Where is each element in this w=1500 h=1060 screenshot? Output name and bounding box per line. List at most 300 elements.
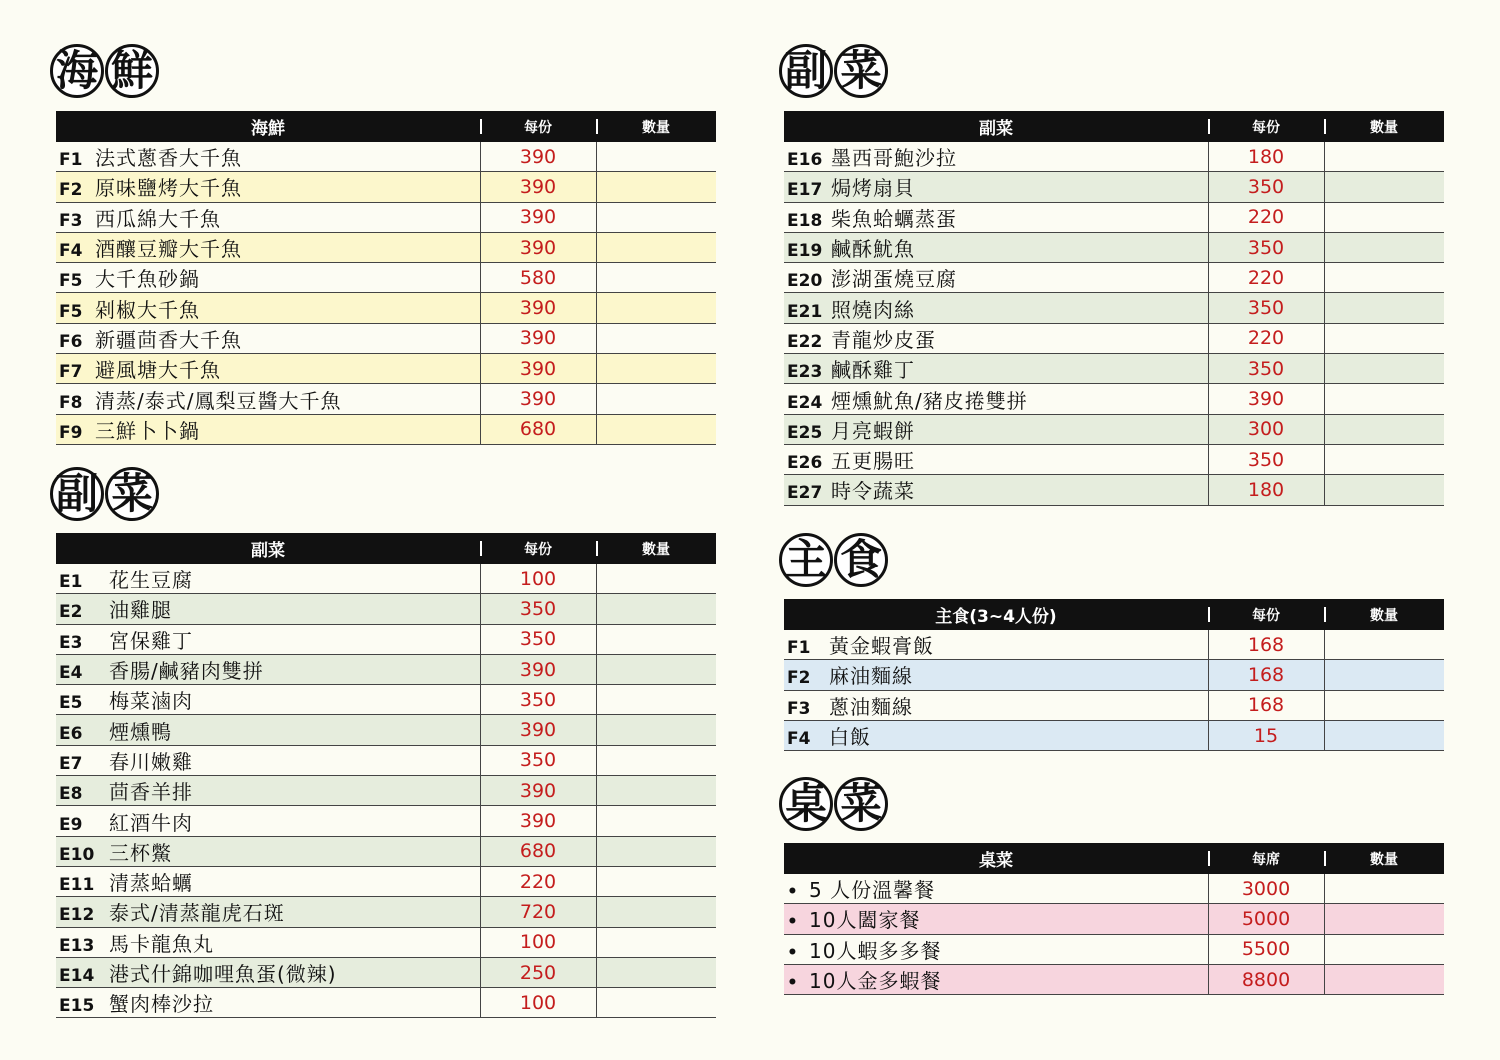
item-name: 香腸/鹹豬肉雙拼 [109,659,264,684]
item-price: 180 [1208,142,1324,172]
item-price: 5500 [1208,934,1324,964]
item-price: 680 [480,414,596,444]
item-price: 100 [480,988,596,1018]
header-price: 每席 [1208,843,1324,874]
item-name: 焗烤扇貝 [831,176,915,201]
item-cell [784,323,1208,353]
item-name: 馬卡龍魚丸 [109,931,214,956]
item-name: 港式什錦咖哩魚蛋(微辣) [109,962,337,986]
menu-row [784,323,1444,353]
badge-table-set [779,777,889,837]
item-price: 390 [480,293,596,323]
header-qty: 數量 [1324,843,1444,874]
item-price: 390 [480,354,596,384]
item-cell [56,142,480,172]
header-name: 副菜 [784,111,1208,142]
badge-staple [779,533,889,593]
quantity-cell[interactable] [596,988,716,1018]
item-cell [56,594,480,624]
item-cell [784,934,1208,964]
item-code: F5 [59,301,83,322]
item-cell [56,293,480,323]
quantity-cell[interactable] [596,142,716,172]
item-code: F4 [787,729,811,750]
item-name: 三杯鱉 [109,840,172,865]
item-code: E15 [59,996,95,1017]
item-price: 390 [480,806,596,836]
item-name: 黃金蝦膏飯 [829,634,934,659]
item-code: E1 [59,572,83,593]
menu-row [784,630,1444,660]
badge-char: 海 [50,44,104,98]
quantity-cell[interactable] [596,745,716,775]
item-cell [784,874,1208,904]
item-name: 五更腸旺 [831,449,915,474]
item-price: 220 [480,866,596,896]
item-code: E20 [787,271,823,292]
item-price: 350 [1208,172,1324,202]
quantity-cell[interactable] [596,293,716,323]
item-price: 390 [480,232,596,262]
menu-row [56,836,716,866]
menu-row [56,776,716,806]
side-table-left [56,533,716,1018]
item-code: E27 [787,483,823,504]
item-price: 350 [480,594,596,624]
item-price: 220 [1208,263,1324,293]
quantity-cell[interactable] [596,232,716,262]
staple-table [784,599,1444,751]
item-name: 三鮮卜卜鍋 [95,418,200,443]
header-price: 每份 [1208,111,1324,142]
item-name: 蔥油麵線 [829,694,913,719]
menu-row [56,202,716,232]
item-cell [784,232,1208,262]
item-price: 180 [1208,475,1324,505]
header-qty: 數量 [596,533,716,564]
item-price: 720 [480,897,596,927]
item-code: F3 [59,210,83,231]
menu-row [56,897,716,927]
item-price: 100 [480,564,596,594]
quantity-cell[interactable] [1324,354,1444,384]
item-cell [784,904,1208,934]
quantity-cell[interactable] [1324,202,1444,232]
item-code: E19 [787,241,823,262]
menu-row [56,957,716,987]
quantity-cell[interactable] [596,715,716,745]
badge-char: 副 [779,44,833,98]
item-name: 酒釀豆瓣大千魚 [95,237,242,262]
item-price: 168 [1208,660,1324,690]
quantity-cell[interactable] [1324,660,1444,690]
item-code: E14 [59,966,95,986]
quantity-cell[interactable] [1324,904,1444,934]
item-code: E17 [787,180,823,201]
item-name: 青龍炒皮蛋 [831,327,936,352]
quantity-cell[interactable] [596,323,716,353]
menu-row [784,172,1444,202]
badge-char: 食 [834,533,888,587]
item-price: 580 [480,263,596,293]
item-code: F2 [59,180,83,201]
item-cell [784,414,1208,444]
menu-row [56,172,716,202]
item-cell [784,475,1208,505]
item-price: 8800 [1208,964,1324,994]
item-name: 10人金多蝦餐 [809,969,942,994]
item-cell [56,897,480,927]
item-code: E23 [787,362,823,383]
quantity-cell[interactable] [1324,964,1444,994]
menu-row [784,874,1444,904]
item-cell [784,354,1208,384]
item-cell [784,293,1208,323]
menu-row [784,384,1444,414]
menu-row [784,475,1444,505]
item-code: E18 [787,210,823,231]
quantity-cell[interactable] [1324,323,1444,353]
item-name: 清蒸蛤蠣 [109,871,193,896]
quantity-cell[interactable] [1324,172,1444,202]
menu-row [56,142,716,172]
menu-row [784,934,1444,964]
item-cell [56,323,480,353]
quantity-cell[interactable] [596,806,716,836]
header-qty: 數量 [1324,599,1444,630]
badge-char: 鮮 [105,44,159,98]
menu-row [56,323,716,353]
item-price: 350 [480,685,596,715]
menu-row [56,745,716,775]
item-code: E8 [59,784,83,805]
menu-row [784,293,1444,323]
item-code: E13 [59,935,95,956]
item-cell [56,624,480,654]
item-code: • [787,973,798,994]
header-qty: 數量 [596,111,716,142]
item-price: 390 [1208,384,1324,414]
item-name: 清蒸/泰式/鳳梨豆醬大千魚 [95,388,342,413]
menu-row [784,690,1444,720]
item-code: F3 [787,698,811,719]
item-price: 390 [480,142,596,172]
quantity-cell[interactable] [596,957,716,987]
item-cell [784,444,1208,474]
item-code: F8 [59,392,83,413]
item-name: 白飯 [829,725,871,750]
item-price: 350 [1208,293,1324,323]
item-price: 5000 [1208,904,1324,934]
item-price: 168 [1208,630,1324,660]
item-code: E3 [59,632,83,653]
item-cell [56,836,480,866]
item-name: 西瓜綿大千魚 [95,206,221,231]
menu-row [784,964,1444,994]
menu-row [56,806,716,836]
header-price: 每份 [1208,599,1324,630]
menu-row [784,660,1444,690]
header-name: 桌菜 [784,843,1208,874]
item-cell [56,806,480,836]
quantity-cell[interactable] [596,897,716,927]
badge-side-right [779,44,889,104]
item-code: F4 [59,241,83,262]
item-cell [56,715,480,745]
quantity-cell[interactable] [596,414,716,444]
item-code: E16 [787,150,823,171]
item-code: E26 [787,453,823,474]
menu-row [56,232,716,262]
menu-row [56,354,716,384]
item-name: 10人闔家餐 [809,908,921,933]
quantity-cell[interactable] [1324,263,1444,293]
item-cell [56,384,480,414]
item-cell [56,927,480,957]
item-price: 390 [480,776,596,806]
item-name: 月亮蝦餅 [831,418,915,443]
menu-row [784,414,1444,444]
quantity-cell[interactable] [596,354,716,384]
item-price: 350 [1208,444,1324,474]
quantity-cell[interactable] [596,685,716,715]
item-name: 避風塘大千魚 [95,358,221,383]
item-code: F1 [59,150,83,171]
menu-row [784,720,1444,750]
item-name: 時令蔬菜 [831,479,915,504]
item-cell [784,690,1208,720]
menu-row [56,564,716,594]
quantity-cell[interactable] [1324,720,1444,750]
header-name: 副菜 [56,533,480,564]
item-cell [784,660,1208,690]
item-name: 澎湖蛋燒豆腐 [831,267,957,292]
item-name: 原味鹽烤大千魚 [95,176,242,201]
badge-char: 副 [50,467,104,521]
quantity-cell[interactable] [1324,934,1444,964]
item-code: E4 [59,663,83,684]
item-cell [56,988,480,1018]
item-name: 宮保雞丁 [109,628,193,653]
item-name: 泰式/清蒸龍虎石斑 [109,901,285,926]
item-price: 100 [480,927,596,957]
quantity-cell[interactable] [596,624,716,654]
menu-row [56,624,716,654]
item-cell [56,564,480,594]
item-code: E11 [59,875,95,896]
menu-row [784,444,1444,474]
item-code: F1 [787,638,811,659]
item-name: 油雞腿 [109,598,172,623]
item-price: 220 [1208,202,1324,232]
item-cell [56,354,480,384]
item-name: 煙燻魷魚/豬皮捲雙拼 [831,388,1028,413]
quantity-cell[interactable] [1324,690,1444,720]
item-code: E12 [59,905,95,926]
item-name: 5 人份溫馨餐 [809,878,936,903]
item-cell [784,263,1208,293]
seafood-table [56,111,716,445]
item-code: F6 [59,331,83,352]
item-cell [56,776,480,806]
item-cell [56,232,480,262]
item-price: 300 [1208,414,1324,444]
item-name: 梅菜滷肉 [109,689,193,714]
item-cell [56,685,480,715]
quantity-cell[interactable] [596,776,716,806]
badge-char: 菜 [834,44,888,98]
item-cell [56,263,480,293]
item-price: 350 [480,624,596,654]
quantity-cell[interactable] [596,172,716,202]
menu-row [784,354,1444,384]
menu-row [56,866,716,896]
item-code: E6 [59,723,83,744]
item-price: 390 [480,202,596,232]
item-code: E22 [787,331,823,352]
menu-row [56,654,716,684]
quantity-cell[interactable] [1324,444,1444,474]
menu-row [784,904,1444,934]
item-code: E2 [59,602,83,623]
item-price: 350 [480,745,596,775]
menu-row [56,594,716,624]
item-name: 柴魚蛤蠣蒸蛋 [831,206,957,231]
item-code: F9 [59,422,83,443]
item-price: 15 [1208,720,1324,750]
item-cell [784,720,1208,750]
item-code: E10 [59,844,95,865]
item-cell [56,202,480,232]
quantity-cell[interactable] [1324,630,1444,660]
item-cell [784,384,1208,414]
item-code: F7 [59,362,83,383]
item-name: 茴香羊排 [109,780,193,805]
item-price: 250 [480,957,596,987]
header-name: 海鮮 [56,111,480,142]
quantity-cell[interactable] [1324,414,1444,444]
menu-row [56,927,716,957]
quantity-cell[interactable] [1324,232,1444,262]
quantity-cell[interactable] [596,263,716,293]
header-name: 主食(3~4人份) [784,599,1208,630]
item-cell [56,414,480,444]
badge-side-left [50,467,160,527]
item-name: 鹹酥魷魚 [831,237,915,262]
menu-row [784,263,1444,293]
item-name: 麻油麵線 [829,664,913,689]
item-cell [56,957,480,987]
item-price: 350 [1208,354,1324,384]
item-name: 剁椒大千魚 [95,297,200,322]
quantity-cell[interactable] [596,202,716,232]
item-code: E9 [59,814,83,835]
item-code: E5 [59,693,83,714]
item-price: 168 [1208,690,1324,720]
quantity-cell[interactable] [1324,293,1444,323]
item-name: 蟹肉棒沙拉 [109,992,214,1017]
item-cell [56,866,480,896]
quantity-cell[interactable] [596,594,716,624]
quantity-cell[interactable] [596,927,716,957]
item-code: E21 [787,301,823,322]
badge-char: 主 [779,533,833,587]
quantity-cell[interactable] [596,564,716,594]
menu-row [56,988,716,1018]
side-table-right [784,111,1444,506]
item-name: 鹹酥雞丁 [831,358,915,383]
menu-row [56,263,716,293]
item-cell [784,142,1208,172]
quantity-cell[interactable] [1324,475,1444,505]
header-price: 每份 [480,111,596,142]
item-cell [784,964,1208,994]
item-price: 390 [480,384,596,414]
menu-row [56,293,716,323]
item-code: • [787,942,798,963]
item-price: 390 [480,654,596,684]
menu-row [56,414,716,444]
item-cell [784,630,1208,660]
item-code: F5 [59,271,83,292]
item-cell [56,654,480,684]
item-cell [784,172,1208,202]
item-name: 新疆茴香大千魚 [95,327,242,352]
quantity-cell[interactable] [596,384,716,414]
item-price: 390 [480,715,596,745]
item-name: 紅酒牛肉 [109,810,193,835]
table-set-table [784,843,1444,995]
item-name: 煙燻鴨 [109,719,172,744]
item-name: 10人蝦多多餐 [809,938,942,963]
item-code: • [787,912,798,933]
badge-char: 菜 [105,467,159,521]
item-code: F2 [787,668,811,689]
quantity-cell[interactable] [1324,384,1444,414]
item-code: E24 [787,392,823,413]
item-code: E25 [787,422,823,443]
header-qty: 數量 [1324,111,1444,142]
item-price: 680 [480,836,596,866]
item-name: 法式蔥香大千魚 [95,146,242,171]
item-name: 墨西哥鮑沙拉 [831,146,957,171]
item-price: 390 [480,172,596,202]
item-name: 花生豆腐 [109,568,193,593]
badge-char: 菜 [834,777,888,831]
item-code: • [787,882,798,903]
badge-seafood [50,44,160,104]
item-cell [784,202,1208,232]
item-cell [56,172,480,202]
item-code: E7 [59,753,83,774]
menu-row [784,232,1444,262]
quantity-cell[interactable] [596,654,716,684]
quantity-cell[interactable] [1324,874,1444,904]
item-name: 大千魚砂鍋 [95,267,200,292]
item-name: 春川嫩雞 [109,749,193,774]
menu-row [56,384,716,414]
item-price: 220 [1208,323,1324,353]
menu-row [784,142,1444,172]
quantity-cell[interactable] [596,836,716,866]
item-price: 3000 [1208,874,1324,904]
menu-row [56,715,716,745]
item-cell [56,745,480,775]
quantity-cell[interactable] [596,866,716,896]
item-price: 350 [1208,232,1324,262]
header-price: 每份 [480,533,596,564]
quantity-cell[interactable] [1324,142,1444,172]
